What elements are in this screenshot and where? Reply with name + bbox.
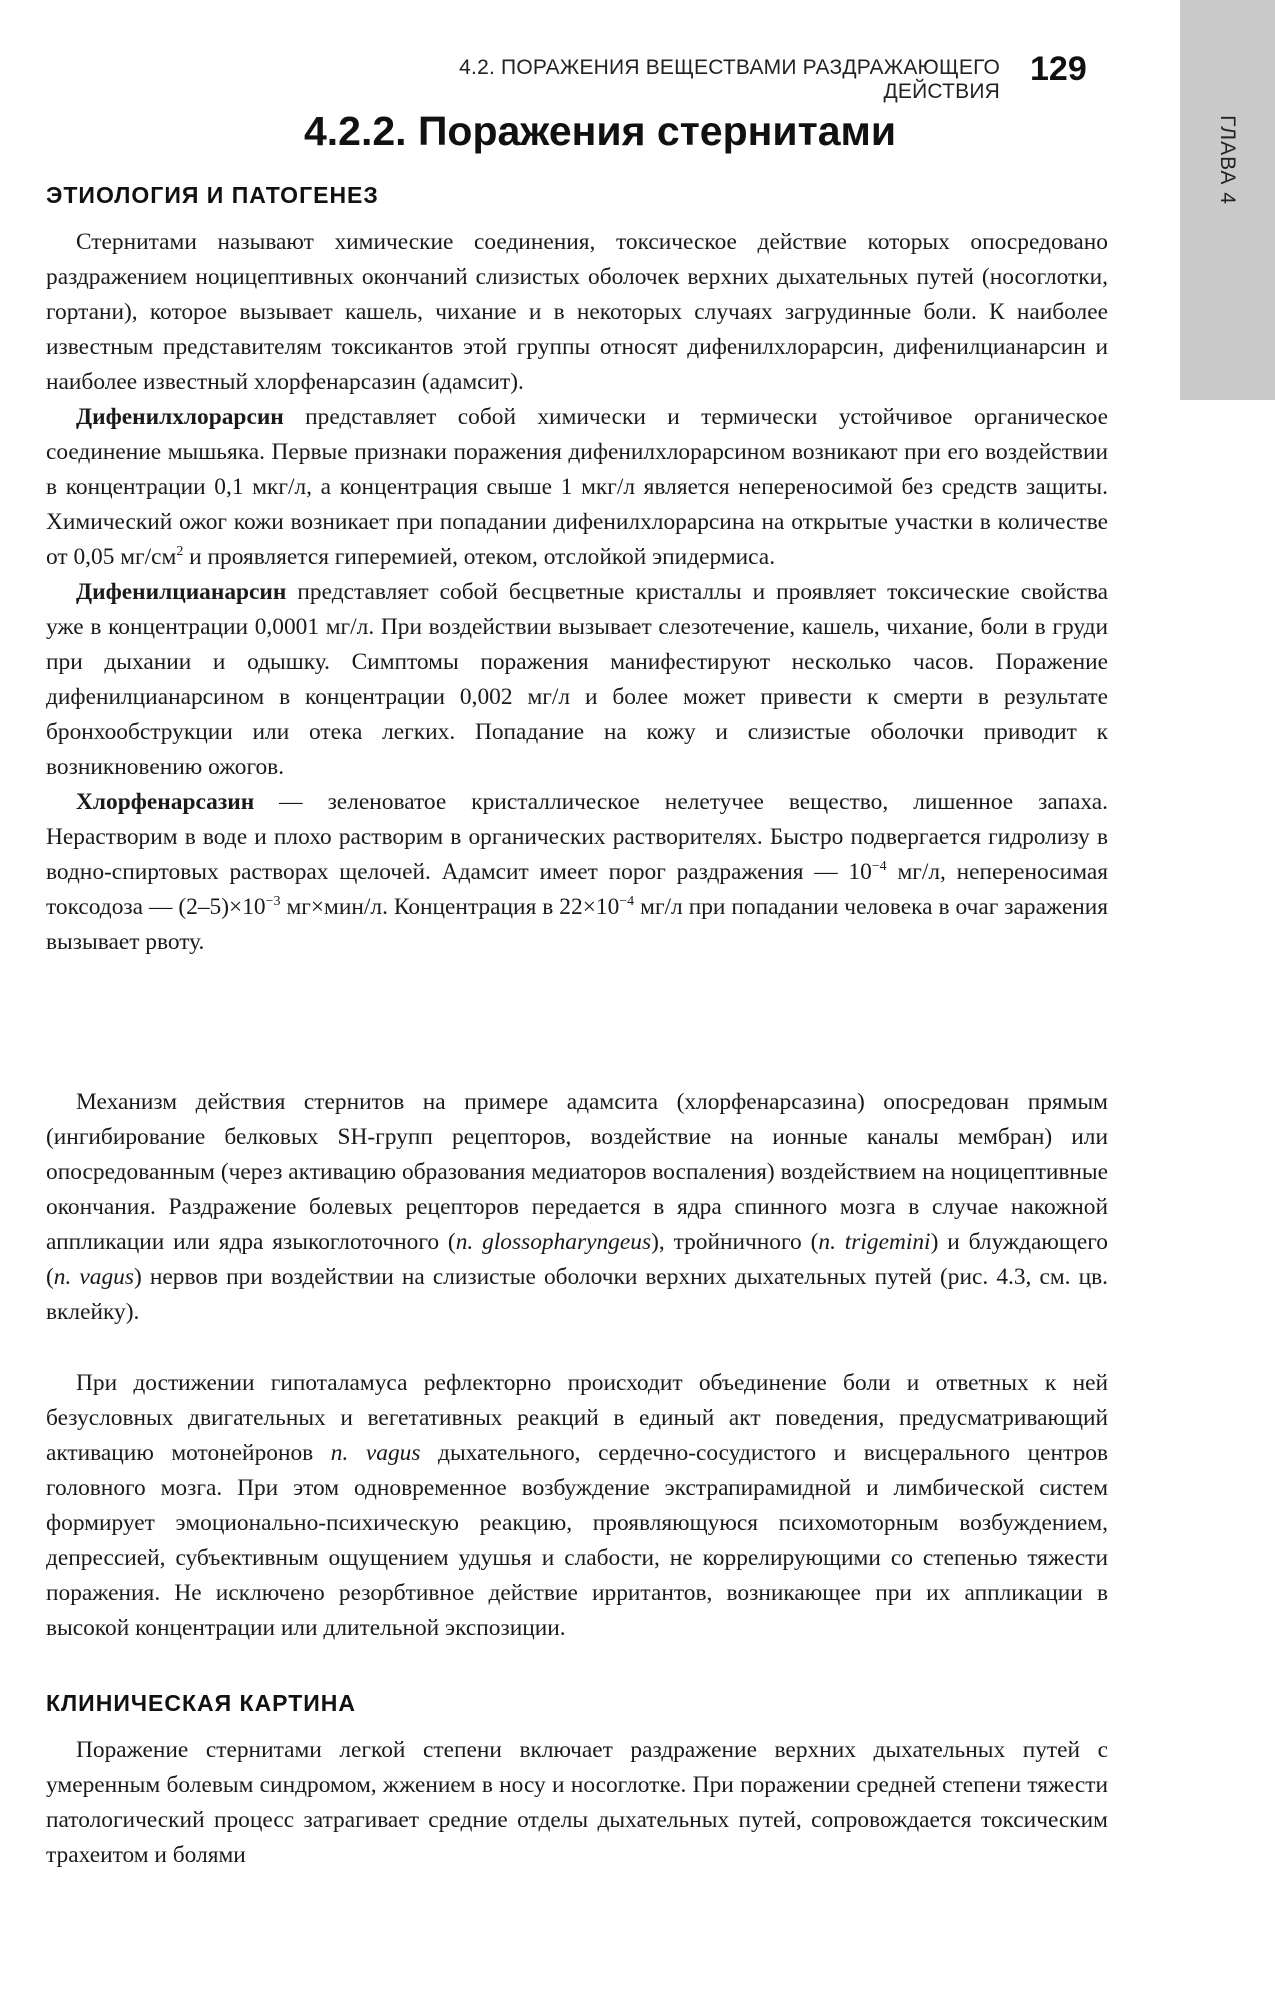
paragraph-diphenylchlorarsine: Дифенилхлорарсин представляет собой химически и термически устойчивое органическое соединение мышьяка. Первые признаки поражения дифенилхлорарсином возникают при его воздействии в концентрации 0,1 мкг/л, а концентрация свыше 1 мкг/л является непереносимой без средств защиты. Химический ожог кожи возникает при попадании дифенилхлорарсина на открытые участки в количестве от 0,05 $мг/см^2$ и проявляется гиперемией, отеком, отслойкой эпидермиса. xyxy=(46,404,1108,570)
term-diphenylchlorarsine: Дифенилхлорарсин xyxy=(76,404,284,430)
mechanism-body-b xyxy=(46,1366,1108,1646)
paragraph-mechanism: Механизм действия стернитов на примере адамсита (хлорфенарсазина) опосредован прямым (ингибирование белковых SH-групп рецепторов, воздействие на ионные каналы мембран) или опосредованным (через активацию образования медиаторов воспаления) воздействием на ноцицептивные окончания. Раздражение болевых рецепторов передается в ядра спинного мозга в случае накожной аппликации или ядра языкоглоточного (n. glossopharyngeus), тройничного (n. trigemini) и блуждающего (n. vagus) нервов при воздействии на слизистые оболочки верхних дыхательных путей (рис. 4.3, см. цв. вклейку). xyxy=(46,1089,1109,1325)
paragraph-adamsite: Хлорфенарсазин — зеленоватое кристаллическое нелетучее вещество, лишенное запаха. Нерастворим в воде и плохо растворим в органических растворителях. Быстро подвергается гидролизу в водно-спиртовых растворах щелочей. Адамсит имеет порог раздражения — $10^{-4}$ мг/л, непереносимая токсодоза — $(2-5)\times 10^{-3}$ мг×мин/л. Концентрация в $22\times 10^{-4}$ мг/л при попадании человека в очаг заражения вызывает рвоту. xyxy=(46,789,1109,955)
term-adamsite: Хлорфенарсазин xyxy=(76,789,255,815)
paragraph-intro: Стернитами называют химические соединения, токсическое действие которых опосредовано раздражением ноцицептивных окончаний слизистых оболочек верхних дыхательных путей (носоглотки, гортани), которое вызывает кашель, чихание и в некоторых случаях загрудинные боли. К наиболее известным представителям токсикантов этой группы относят дифенилхлорарсин, дифенилцианарсин и наиболее известный хлорфенарсазин (адамсит). xyxy=(46,229,1108,395)
page-number: 129 xyxy=(1030,50,1087,88)
section-title: 4.2.2. Поражения стернитами xyxy=(303,108,897,154)
paragraph-hypothalamus: При достижении гипоталамуса рефлекторно происходит объединение боли и ответных к ней безусловных двигательных и вегетативных реакций в единый акт поведения, предусматривающий активацию мотонейронов n. vagus дыхательного, сердечно-сосудистого и висцерального центров головного мозга. При этом одновременное возбуждение экстрапирамидной и лимбической систем формирует эмоционально-психическую реакцию, проявляющуюся психомоторным возбуждением, депрессией, субъективным ощущением удушья и слабости, не коррелирующими со степенью тяжести поражения. Не исключено резорбтивное действие ирритантов, возникающее при их аппликации в высокой концентрации или длительной экспозиции. xyxy=(46,1370,1109,1641)
running-header: 4.2. ПОРАЖЕНИЯ ВЕЩЕСТВАМИ РАЗДРАЖАЮЩЕГО ДЕЙСТВИЯ xyxy=(459,56,1000,103)
paragraph-diphenylcyanarsine: Дифенилцианарсин представляет собой бесцветные кристаллы и проявляет токсические свойства уже в концентрации 0,0001 мг/л. При воздействии вызывает слезотечение, кашель, чихание, боли в груди при дыхании и одышку. Симптомы поражения манифестируют несколько часов. Поражение дифенилцианарсином в концентрации 0,002 мг/л и более может привести к смерти в результате бронхообструкции или отека легких. Попадание на кожу и слизистые оболочки приводит к возникновению ожогов. xyxy=(46,579,1108,780)
term-diphenylcyanarsine: Дифенилцианарсин xyxy=(76,579,287,605)
clinical-heading: КЛИНИЧЕСКАЯ КАРТИНА xyxy=(46,1690,357,1716)
paragraph-clinical: Поражение стернитами легкой степени включает раздражение верхних дыхательных путей с умеренным болевым синдромом, жжением в носу и носоглотке. При поражении средней степени тяжести патологический процесс затрагивает средние отделы дыхательных путей, сопровождается токсическим трахеитом и болями xyxy=(46,1737,1108,1868)
chapter-side-tab-label: ГЛАВА 4 xyxy=(1216,115,1239,205)
clinical-body xyxy=(46,1733,1108,1873)
etiology-body xyxy=(46,225,1108,960)
mechanism-body-a xyxy=(46,1085,1108,1330)
etiology-heading: ЭТИОЛОГИЯ И ПАТОГЕНЕЗ xyxy=(46,182,379,208)
